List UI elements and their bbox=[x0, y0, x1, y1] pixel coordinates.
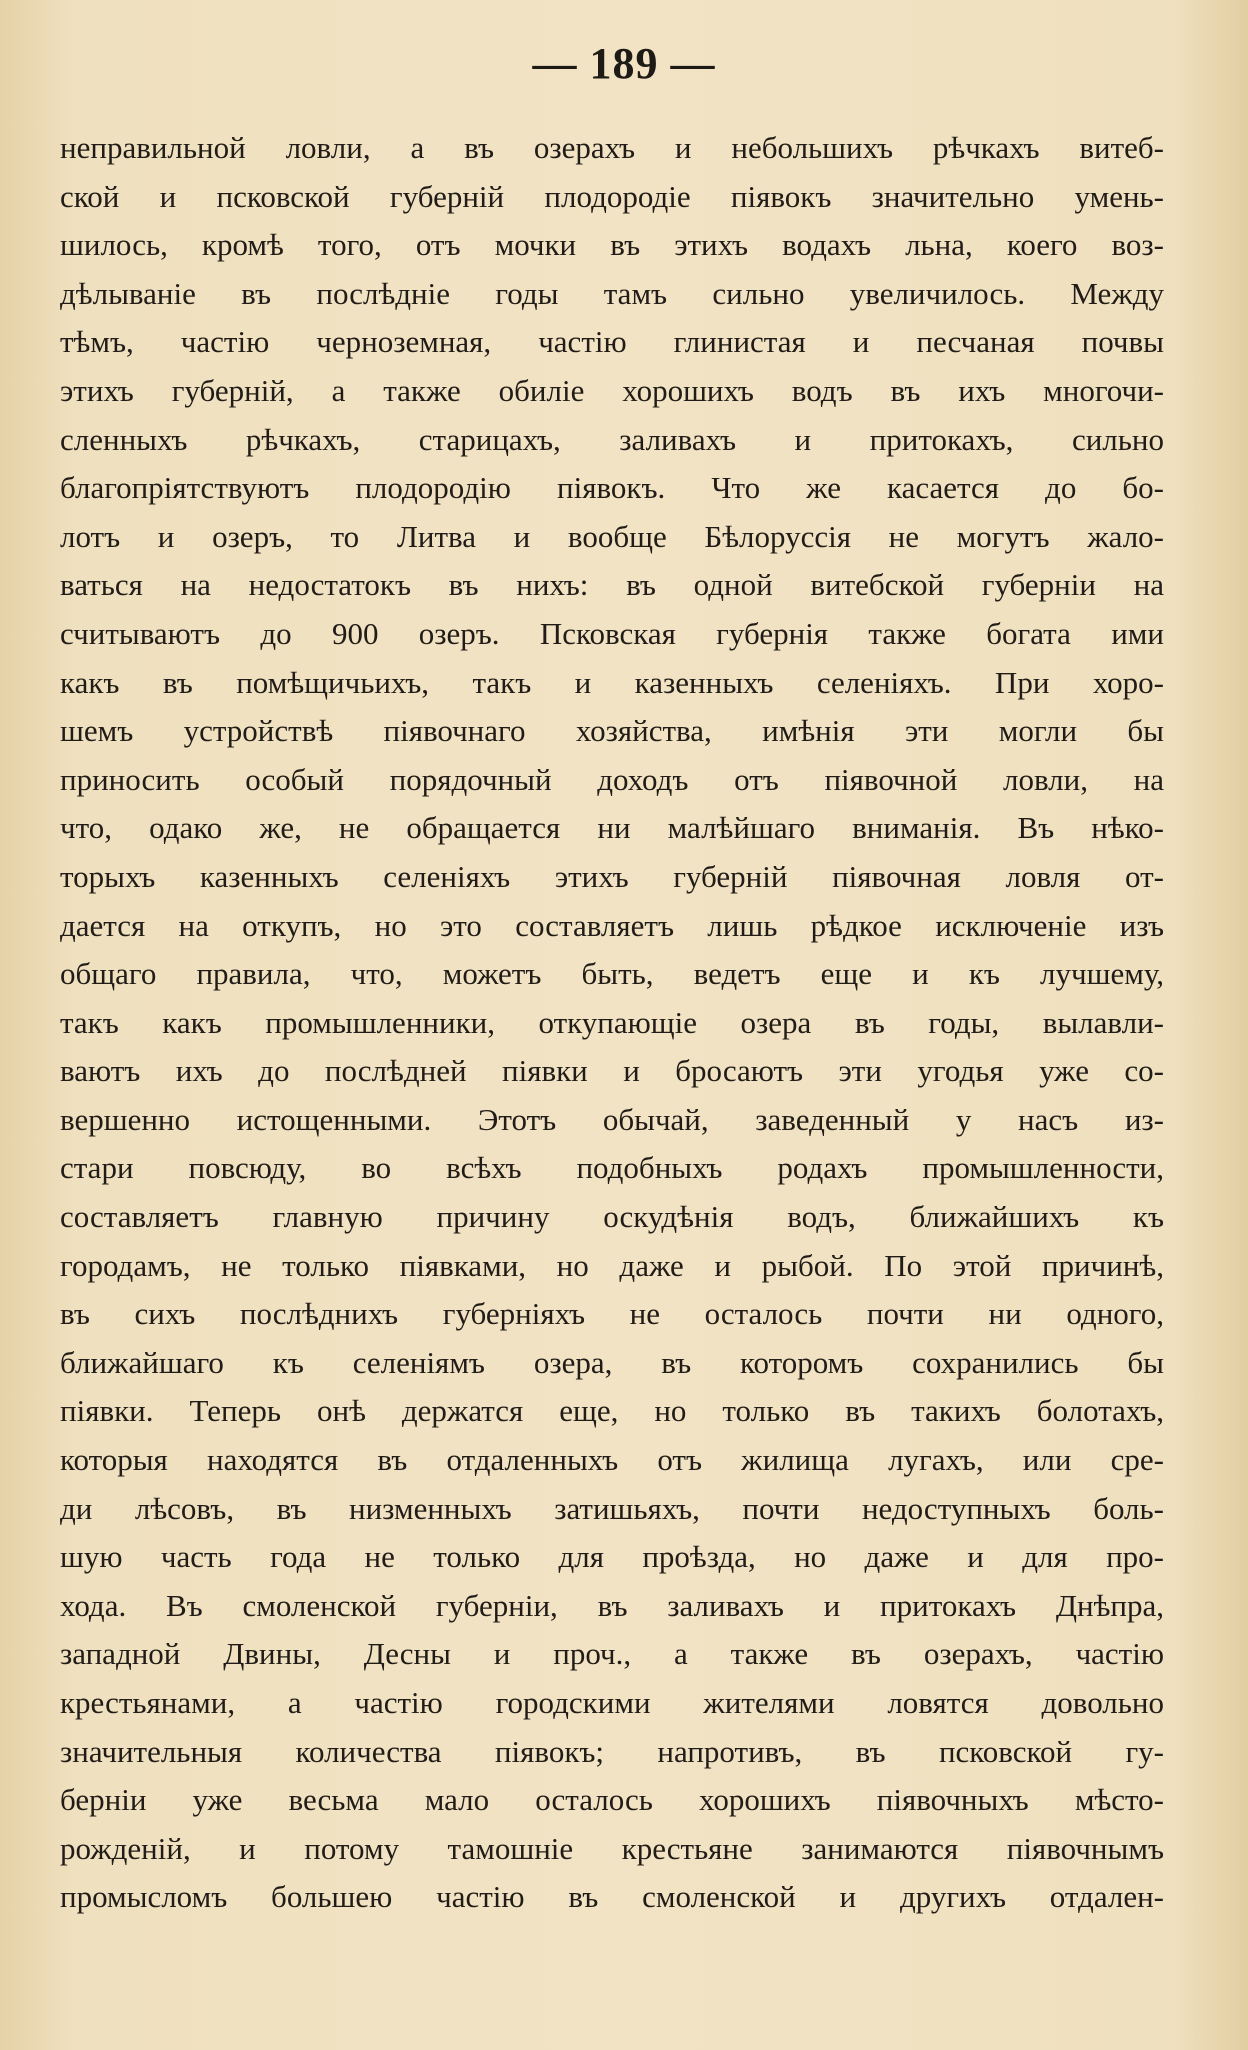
text-line: какъ въ помѣщичьихъ, такъ и казенныхъ селеніяхъ. При хоро- bbox=[60, 664, 1164, 700]
text-line: тѣмъ, частію черноземная, частію глинистая и песчаная почвы bbox=[60, 324, 1164, 360]
text-line: шую часть года не только для проѣзда, но даже и для про- bbox=[60, 1539, 1164, 1575]
text-line: благопріятствуютъ плодородію піявокъ. Что же касается до бо- bbox=[60, 470, 1164, 506]
text-line: неправильной ловли, а въ озерахъ и небольшихъ рѣчкахъ витеб- bbox=[60, 130, 1164, 165]
text-line: ди лѣсовъ, въ низменныхъ затишьяхъ, почти недоступныхъ боль- bbox=[60, 1490, 1164, 1526]
text-line: этихъ губерній, а также обиліе хорошихъ водъ въ ихъ многочи- bbox=[60, 372, 1164, 408]
text-line: крестьянами, а частію городскими жителями ловятся довольно bbox=[60, 1685, 1164, 1720]
text-line: піявки. Теперь онѣ держатся еще, но только въ такихъ болотахъ, bbox=[60, 1393, 1164, 1429]
page-number: — 189 — bbox=[532, 39, 716, 88]
text-line: берніи уже весьма мало осталось хорошихъ піявочныхъ мѣсто- bbox=[60, 1782, 1164, 1818]
text-line: хода. Въ смоленской губерніи, въ заливахъ и притокахъ Днѣпра, bbox=[60, 1587, 1164, 1623]
text-line: значительныя количества піявокъ; напротивъ, въ псковской гу- bbox=[60, 1733, 1164, 1769]
text-line: вершенно истощенными. Этотъ обычай, заведенный у насъ из- bbox=[60, 1101, 1164, 1137]
text-line: ваться на недостатокъ въ нихъ: въ одной витебской губерніи на bbox=[60, 567, 1164, 603]
text-line: дѣлываніе въ послѣдніе годы тамъ сильно увеличилось. Между bbox=[60, 275, 1164, 311]
text-line: шилось, кромѣ того, отъ мочки въ этихъ водахъ льна, коего воз- bbox=[60, 227, 1164, 263]
text-line: которыя находятся въ отдаленныхъ отъ жилища лугахъ, или сре- bbox=[60, 1442, 1164, 1478]
text-line: считываютъ до 900 озеръ. Псковская губернія также богата ими bbox=[60, 615, 1164, 651]
text-line: торыхъ казенныхъ селеніяхъ этихъ губерній піявочная ловля от- bbox=[60, 858, 1164, 894]
text-line: общаго правила, что, можетъ быть, ведетъ еще и къ лучшему, bbox=[60, 956, 1164, 992]
text-line: составляетъ главную причину оскудѣнія водъ, ближайшихъ къ bbox=[60, 1199, 1164, 1235]
text-line: рожденій, и потому тамошніе крестьяне занимаются піявочнымъ bbox=[60, 1830, 1164, 1866]
body-text bbox=[60, 124, 1164, 1922]
text-line: ской и псковской губерній плодородіе піявокъ значительно умень- bbox=[60, 178, 1164, 214]
text-line: въ сихъ послѣднихъ губерніяхъ не осталось почти ни одного, bbox=[60, 1296, 1164, 1332]
text-line: лотъ и озеръ, то Литва и вообще Бѣлоруссія не могутъ жало- bbox=[60, 518, 1164, 554]
text-line: приносить особый порядочный доходъ отъ піявочной ловли, на bbox=[60, 761, 1164, 797]
text-line: ближайшаго къ селеніямъ озера, въ которомъ сохранились бы bbox=[60, 1344, 1164, 1380]
text-line: дается на откупъ, но это составляетъ лишь рѣдкое исключеніе изъ bbox=[60, 907, 1164, 943]
text-line: что, одако же, не обращается ни малѣйшаго вниманія. Въ нѣко- bbox=[60, 810, 1164, 846]
text-line: такъ какъ промышленники, откупающіе озера въ годы, вылавли- bbox=[60, 1004, 1164, 1040]
text-line: стари повсюду, во всѣхъ подобныхъ родахъ промышленности, bbox=[60, 1150, 1164, 1186]
text-line: промысломъ большею частію въ смоленской и другихъ отдален- bbox=[60, 1879, 1164, 1915]
text-line: шемъ устройствѣ піявочнаго хозяйства, имѣнія эти могли бы bbox=[60, 713, 1164, 749]
text-line: сленныхъ рѣчкахъ, старицахъ, заливахъ и притокахъ, сильно bbox=[60, 421, 1164, 457]
text-line: западной Двины, Десны и проч., а также въ озерахъ, частію bbox=[60, 1636, 1164, 1672]
text-line: ваютъ ихъ до послѣдней піявки и бросаютъ эти угодья уже со- bbox=[60, 1053, 1164, 1089]
text-line: городамъ, не только піявками, но даже и рыбой. По этой причинѣ, bbox=[60, 1247, 1164, 1283]
